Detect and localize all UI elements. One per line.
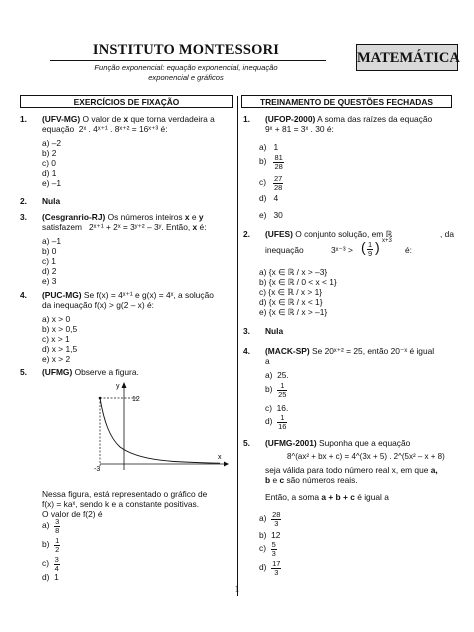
q5-statement-right: seja válida para todo número real x, em que a, b e c são números reais. Então, a soma a + b + c é igual a <box>265 465 438 503</box>
option[interactable]: d) $\frac{17}{3}$ <box>259 559 281 577</box>
question-5-fixacao: 5. (UFMG) Observe a figura. <box>20 367 139 377</box>
option[interactable]: b) 12 <box>259 530 281 540</box>
option[interactable]: e) 30 <box>259 210 283 220</box>
option[interactable]: a) x > 0 <box>42 314 71 324</box>
option[interactable]: b) 2 <box>42 148 57 159</box>
question-1-treinamento: 1. (UFOP-2000) A soma das raízes da equação 9ˣ + 81 = 3ˣ . 30 é: <box>243 114 433 135</box>
x-axis-label: x <box>218 454 222 461</box>
option[interactable]: d) 2 <box>42 266 57 277</box>
question-2-treinamento: 2. (UFES) O conjunto solução, em ℝ , da <box>243 229 454 239</box>
option[interactable]: c) 1 <box>42 256 56 267</box>
option[interactable]: c) x > 1 <box>42 334 70 345</box>
option[interactable]: d) x > 1,5 <box>42 344 78 355</box>
option[interactable]: d) {x ∈ ℝ / x < 1} <box>259 297 323 308</box>
option[interactable]: b) x > 0,5 <box>42 324 78 335</box>
right-section-title: TREINAMENTO DE QUESTÕES FECHADAS <box>241 95 452 108</box>
option[interactable]: b) 0 <box>42 246 57 257</box>
q5-equation: 8^(ax² + bx + c) = 4^(3x + 5) . 2^(5x² – x + 8) <box>287 452 445 461</box>
option[interactable]: c) $\frac{27}{28}$ <box>259 174 283 192</box>
option[interactable]: d) 1 <box>42 572 59 582</box>
option[interactable]: d) 4 <box>259 193 279 203</box>
option[interactable]: e) {x ∈ ℝ / x > –1} <box>259 307 328 318</box>
question-4-fixacao: 4. (PUC-MG) Se f(x) = 4ˣ⁺¹ e g(x) = 4ˣ, a solução da inequação f(x) > g(2 – x) é: <box>20 290 214 311</box>
q4-options <box>42 314 77 364</box>
option[interactable]: e) –1 <box>42 178 62 189</box>
option[interactable]: a) –1 <box>42 236 62 246</box>
page-header <box>20 42 460 88</box>
option[interactable]: b) $\frac{81}{28}$ <box>259 153 283 171</box>
option[interactable]: d) 1 <box>42 168 57 179</box>
exponential-curve <box>100 398 220 463</box>
question-4-treinamento: 4. (MACK-SP) Se 20ˣ⁺² = 25, então 20⁻ˣ é igual a <box>243 346 435 367</box>
option[interactable]: c) $\frac{5}{3}$ <box>259 540 276 558</box>
column-divider <box>237 96 238 596</box>
q5-statement: Nessa figura, está representado o gráfico de f(x) = kaˣ, sendo k e a constante positivas. O valor de f(2) é <box>42 489 208 520</box>
exponential-graph <box>90 380 230 472</box>
option[interactable]: a) 1 <box>259 142 279 152</box>
option[interactable]: b) $\frac{1}{2}$ <box>42 536 60 554</box>
option[interactable]: b) $\frac{1}{25}$ <box>265 381 287 399</box>
option[interactable]: a) –2 <box>42 138 62 148</box>
page-number: 1 <box>234 584 240 594</box>
left-section-title: EXERCÍCIOS DE FIXAÇÃO <box>20 95 233 108</box>
subject-badge: MATEMÁTICA <box>356 44 458 71</box>
option[interactable]: c) 0 <box>42 158 56 169</box>
option[interactable]: e) 3 <box>42 276 57 287</box>
question-1-fixacao: 1. (UFV-MG) O valor de x que torna verdadeira a equação 2ˣ . 4ˣ⁺¹ . 8ˣ⁺² = 16ˣ⁺³ é: <box>20 114 215 135</box>
q1-equation: 2ˣ . 4ˣ⁺¹ . 8ˣ⁺² = 16ˣ⁺³ é: <box>78 124 168 135</box>
y-axis-label: y <box>116 383 120 390</box>
option[interactable]: a) $\frac{28}{3}$ <box>259 510 281 528</box>
school-title: INSTITUTO MONTESSORI <box>92 42 280 58</box>
y-axis-arrow <box>122 382 127 388</box>
option[interactable]: c) $\frac{3}{4}$ <box>42 555 59 573</box>
question-3-fixacao: 3. (Cesgranrio-RJ) Os números inteiros x e y satisfazem 2ˣ⁺¹ + 2ˣ = 3ʸ⁺² – 3ʸ. Então, x é: <box>20 212 207 233</box>
question-2-fixacao: 2. Nula <box>20 196 61 206</box>
option[interactable]: a) 25. <box>265 370 289 380</box>
x-axis-arrow <box>224 462 229 467</box>
option[interactable]: e) x > 2 <box>42 354 71 365</box>
option[interactable]: d) $\frac{1}{16}$ <box>265 413 287 431</box>
x-value-label: -3 <box>94 466 101 472</box>
question-3-treinamento: 3. Nula <box>243 326 284 336</box>
q1-options <box>42 138 61 188</box>
question-5-treinamento: 5. (UFMG-2001) Suponha que a equação <box>243 438 411 448</box>
q2-options <box>259 267 337 317</box>
title-rule <box>50 60 326 61</box>
option[interactable]: b) {x ∈ ℝ / 0 < x < 1} <box>259 277 337 288</box>
option[interactable]: a) {x ∈ ℝ / x > –3} <box>259 267 328 277</box>
option[interactable]: a) $\frac{3}{8}$ <box>42 517 60 535</box>
header-subtitle: Função exponencial: equação exponencial, inequação exponencial e gráficos <box>94 63 278 83</box>
y-value-label: 12 <box>132 396 140 403</box>
q3-options <box>42 236 61 286</box>
option[interactable]: c) {x ∈ ℝ / x > 1} <box>259 287 323 298</box>
option[interactable]: c) 16. <box>265 403 289 413</box>
